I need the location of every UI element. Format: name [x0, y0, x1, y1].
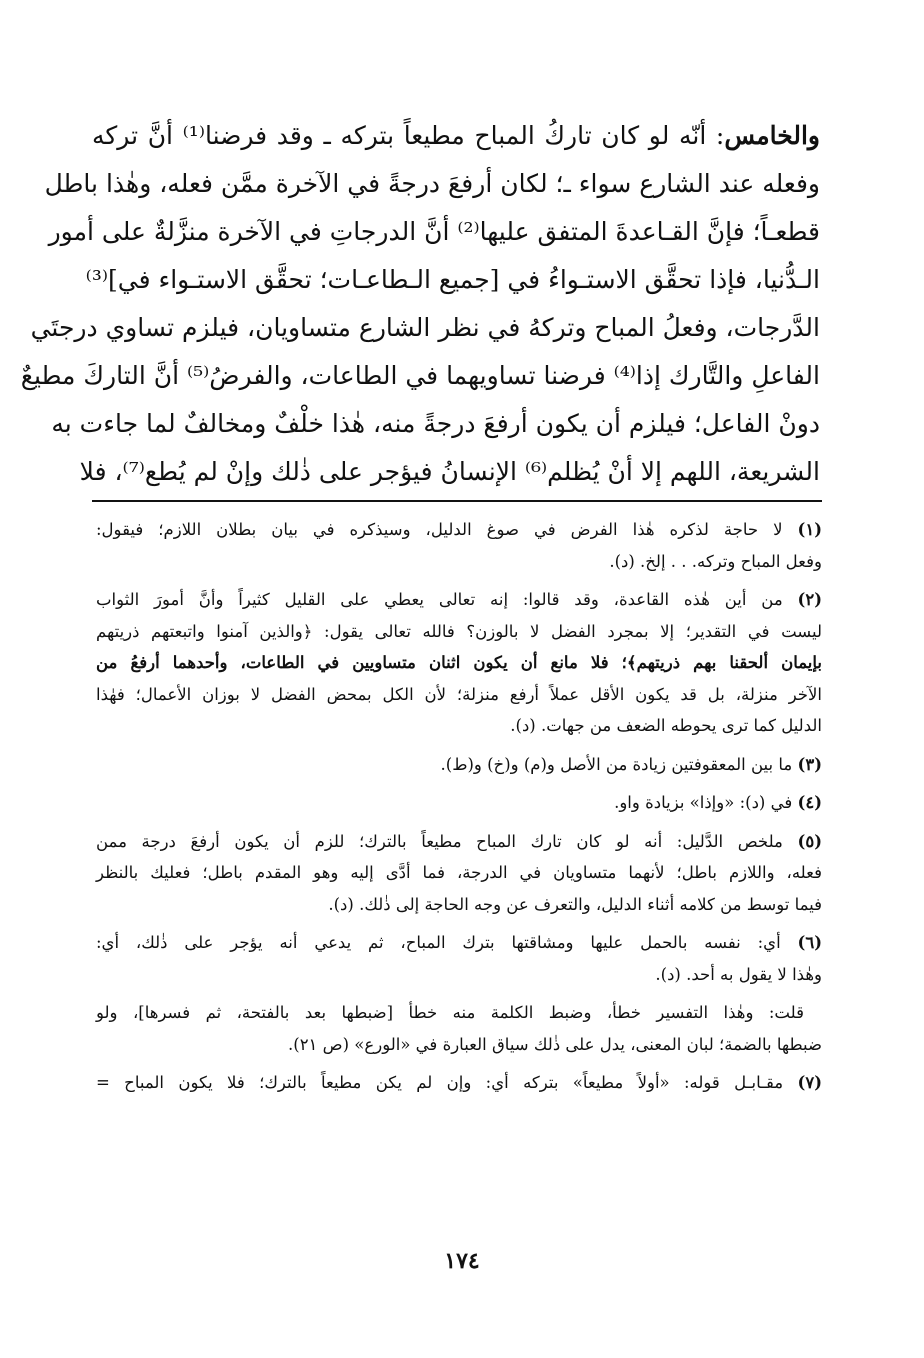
main-line-5: الدَّرجات، وفعلُ المباح وتركهُ في نظر الشارع متساويان، فيلزم تساوي درجتَي: [30, 313, 820, 342]
footnote-line: [96, 1067, 822, 1099]
footnote-line: ليست في التقدير؛ إلا بمجرد الفضل لا بالوزن؟ فالله تعالى يقول: ﴿والذين آمنوا واتبعتهم ذريتهم: [96, 621, 822, 641]
footnote-text: لا حاجة لذكره هٰذا الفرض في صوغ الدليل، وسيذكره في بيان بطلان اللازم؛ فيقول:: [96, 520, 783, 539]
main-line-2: وفعله عند الشارع سواء ـ؛ لكان أرفعَ درجةً في الآخرة ممَّن فعله، وهٰذا باطل: [44, 169, 820, 198]
footnote-line: بإيمان ألحقنا بهم ذريتهم﴾؛ فلا مانع أن يكون اثنان متساويين في الطاعات، وأحدهما أرفعُ من: [96, 653, 822, 672]
main-line-3: قطعـاً؛ فإنَّ القـاعدةَ المتفق عليها⁽²⁾ أنَّ الدرجاتِ في الآخرة منزَّلةٌ على أمور: [48, 217, 820, 246]
footnote-6-comment: [96, 997, 822, 1060]
footnote-6: [96, 927, 822, 990]
footnote-line: وفعل المباح وتركه. . . إلخ. (د).: [609, 551, 822, 571]
main-text-block: [20, 112, 820, 496]
footnote-5: [96, 826, 822, 921]
footnote-line: الدليل كما ترى يحوطه الضعف من جهات. (د).: [510, 716, 822, 735]
page-number: ١٧٤: [444, 1248, 480, 1274]
footnote-number: (١): [797, 520, 823, 539]
footnote-1: [96, 514, 822, 577]
footnote-line: [96, 584, 822, 616]
footnote-line: قلت: وهٰذا التفسير خطأ، وضبط الكلمة منه خطأ [ضبطها بعد بالفتحة، ثم فسرها]، ولو: [96, 1003, 804, 1022]
footnote-line: فعله، واللازم باطل؛ لأنهما متساويان في الدرجة، فما أدَّى إليه وهو المقدم باطل؛ فعليك بالنظر: [96, 863, 822, 882]
footnote-text: أي: نفسه بالحمل عليها ومشاقتها بترك المباح، ثم يدعي أنه يؤجر على ذٰلك، أي:: [96, 933, 781, 952]
footnote-line: وهٰذا لا يقول به أحد. (د).: [655, 964, 822, 984]
footnote-line: [96, 927, 822, 959]
main-line-4: الـدُّنيا، فإذا تحقَّق الاستـواءُ في [جميع الـطاعـات؛ تحقَّق الاستـواء في]⁽³⁾: [85, 265, 820, 294]
footnote-3: [96, 749, 822, 781]
footnote-line: الآخر منزلة، بل قد يكون الأقل عملاً أرفع منزلة؛ لأن الكل بمحض الفضل لا بوزان الأعمال؛ فهٰذا: [96, 684, 822, 704]
footnote-number: (٢): [797, 590, 823, 609]
footnote-line: [96, 787, 822, 819]
footnote-text: ملخص الدَّليل: أنه لو كان تارك المباح مطيعاً بالترك؛ للزم أن يكون أرفعَ درجة ممن: [96, 831, 783, 851]
footnote-line: [96, 514, 822, 546]
footnote-number: (٦): [797, 933, 822, 952]
footnote-line: [96, 826, 822, 858]
footnote-text: مقـابـل قوله: «أولاً مطيعاً» بتركه أي: وإن لم يكن مطيعاً بالترك؛ فلا يكون المباح =: [96, 1073, 784, 1092]
footnote-7: [96, 1067, 822, 1099]
footnote-4: [96, 787, 822, 819]
footnote-text: في (د): «وإذا» بزيادة واو.: [614, 793, 793, 812]
footnote-text: من أين هٰذه القاعدة، وقد قالوا: إنه تعالى يعطي على القليل كثيراً وأنَّ أمورَ الثواب: [96, 590, 783, 609]
main-line-1: [92, 112, 820, 160]
main-line-8: الشريعة، اللهم إلا أنْ يُظلم⁽⁶⁾ الإنسانُ فيؤجر على ذٰلك وإنْ لم يُطع⁽⁷⁾، فلا: [79, 457, 820, 486]
footnote-line: فيما توسط من كلامه أثناء الدليل، والتعرف عن وجه الحاجة إلى ذٰلك. (د).: [328, 894, 822, 914]
footnote-line: [96, 749, 822, 781]
main-line-1-text: : أنّه لو كان تاركُ المباح مطيعاً بتركه ـ وقد فرضنا⁽¹⁾ أنَّ تركه: [92, 121, 725, 150]
footnote-divider: [92, 500, 822, 502]
main-line-7: دونْ الفاعل؛ فيلزم أن يكون أرفعَ درجةً منه، هٰذا خلْفٌ ومخالفٌ لما جاءت به: [51, 409, 820, 438]
footnote-number: (٧): [797, 1073, 822, 1092]
footnote-number: (٣): [797, 754, 822, 774]
main-line-6: الفاعلِ والتَّارك إذا⁽⁴⁾ فرضنا تساويهما في الطاعات، والفرضُ⁽⁵⁾ أنَّ التاركَ مطيعٌ: [20, 361, 820, 390]
footnote-text: ما بين المعقوفتين زيادة من الأصل و(م) و(خ) و(ط).: [440, 754, 793, 774]
footnote-line: ضبطها بالضمة؛ لبان المعنى، يدل على ذٰلك سياق العبارة في «الورع» (ص ٢١).: [288, 1034, 822, 1054]
lead-word: والخامس: [724, 121, 820, 150]
footnote-number: (٤): [797, 793, 822, 812]
footnote-2: [96, 584, 822, 742]
footnote-number: (٥): [797, 831, 822, 851]
footnotes-block: [96, 514, 822, 1106]
